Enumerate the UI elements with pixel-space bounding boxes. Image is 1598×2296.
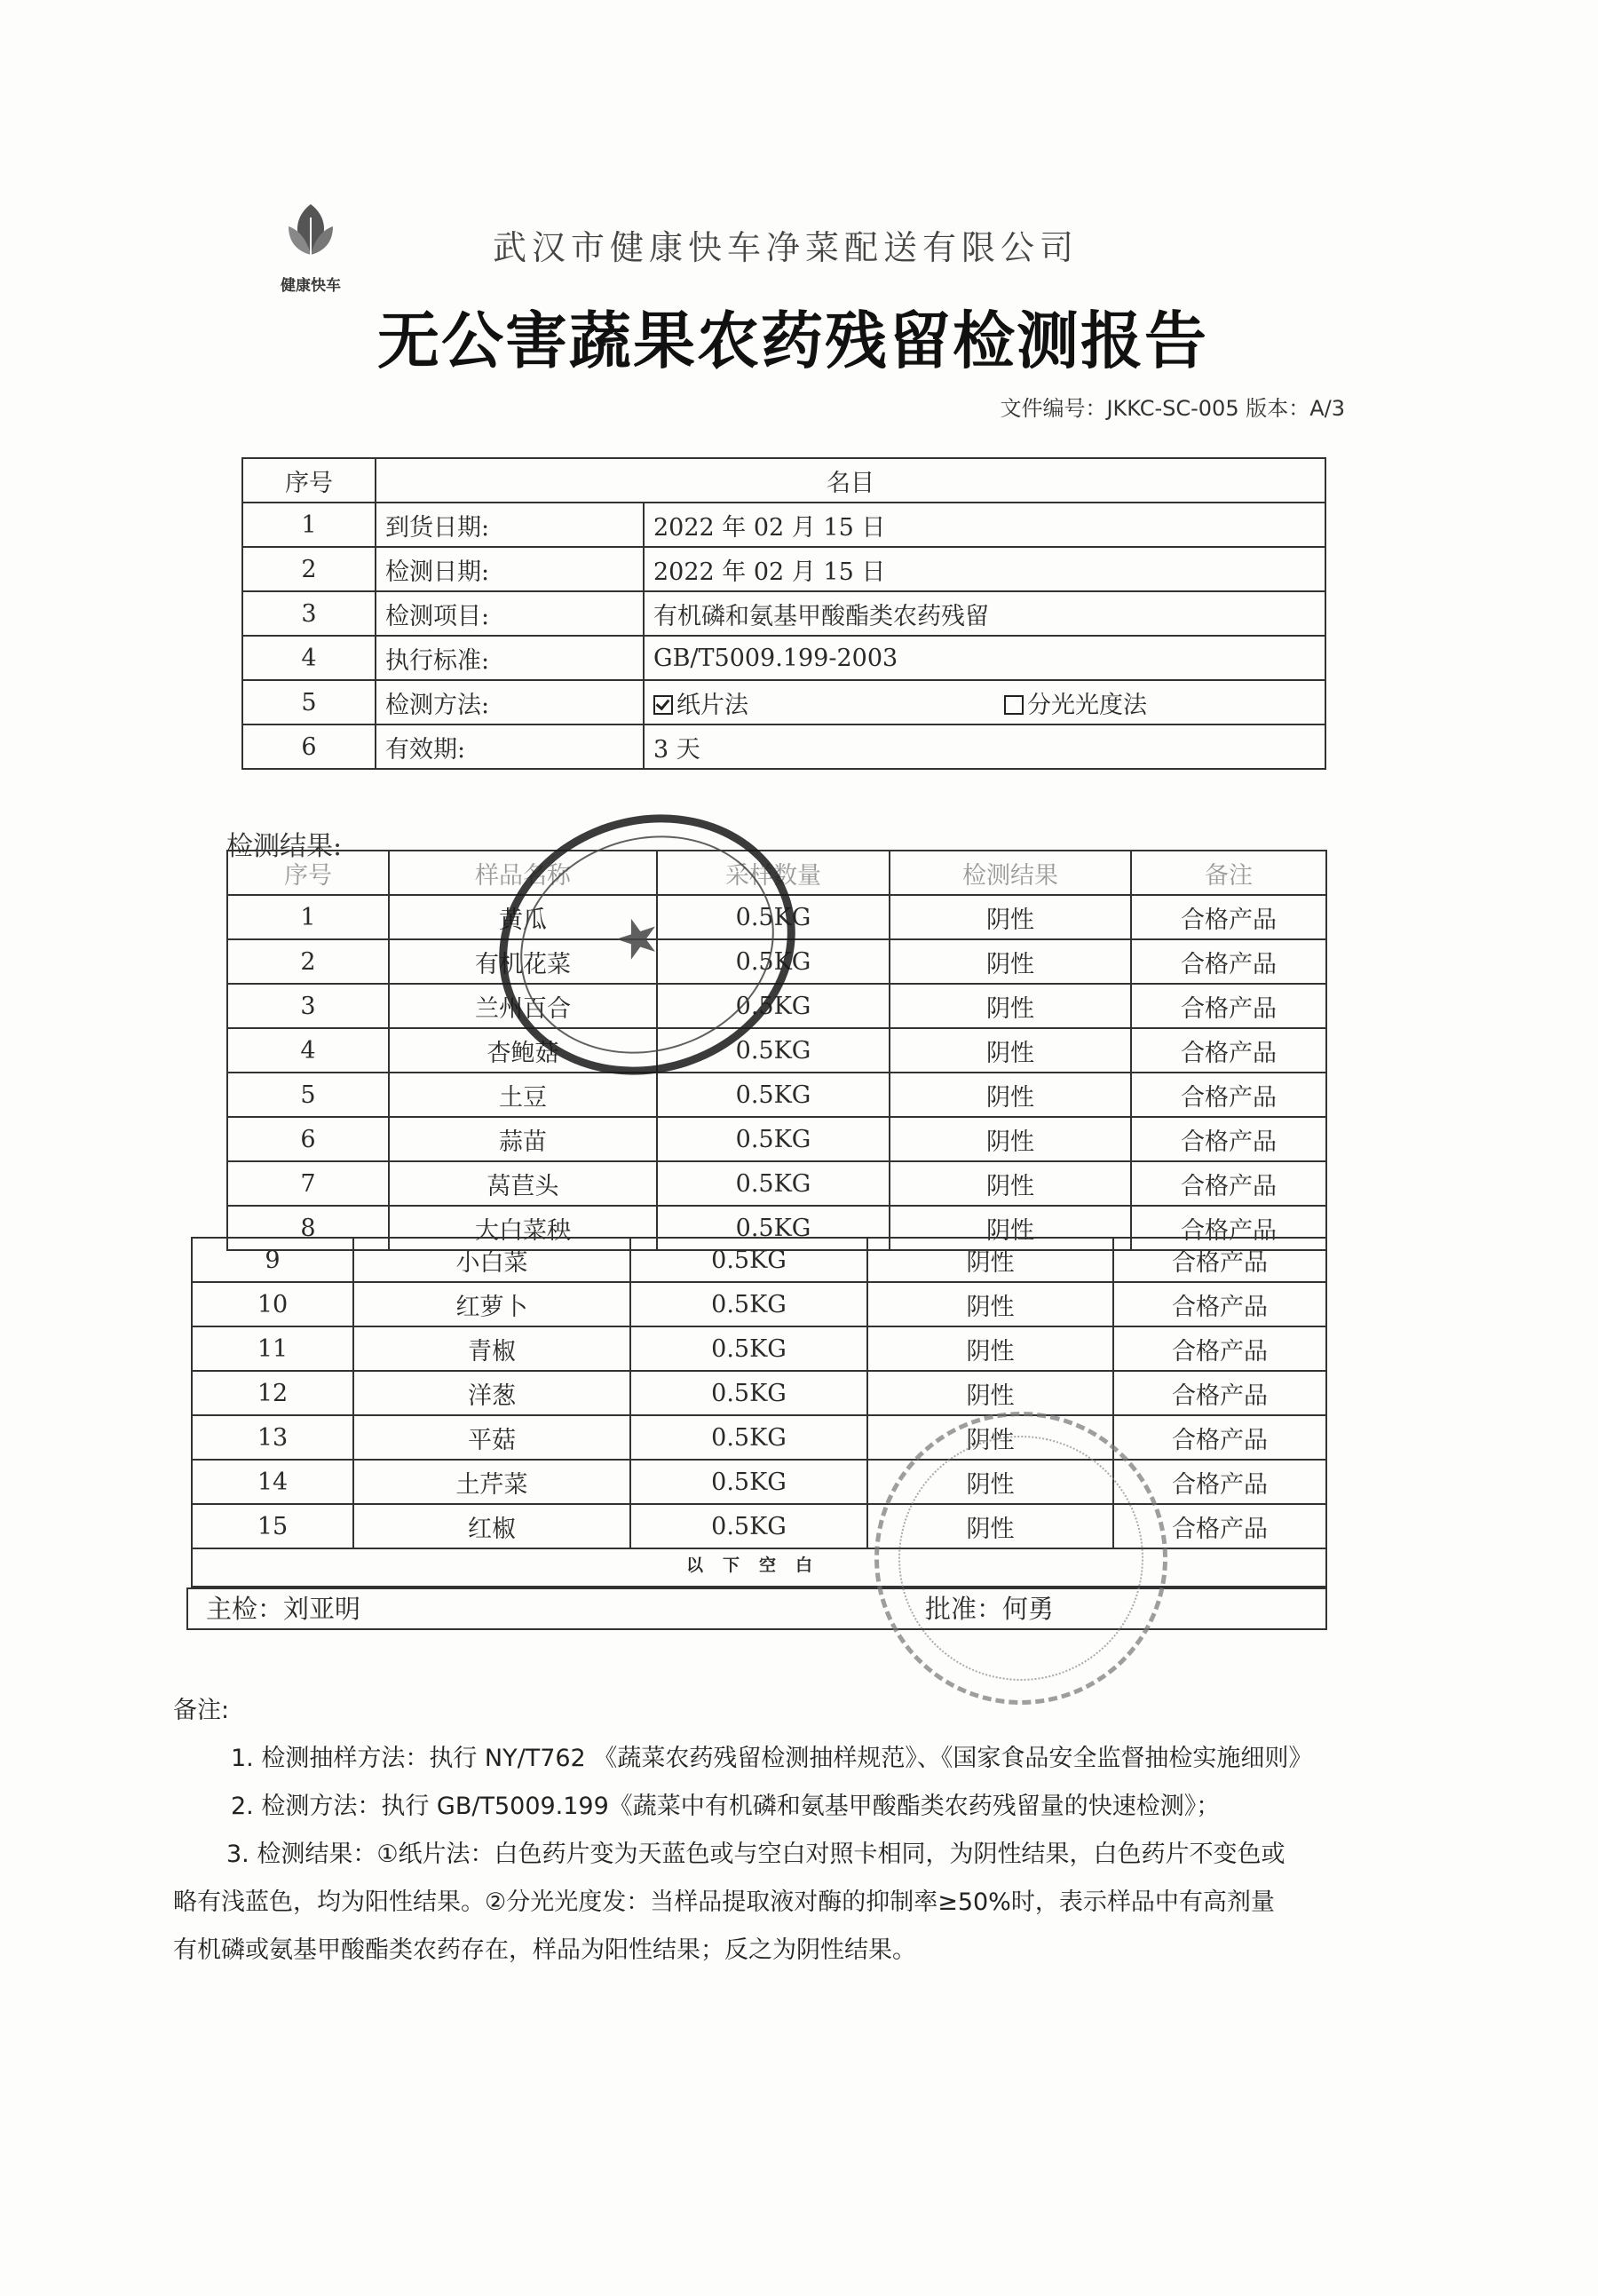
approver-signature: 批准：何勇 [925,1594,1055,1624]
cell-note: 合格产品 [1113,1415,1326,1460]
cell-quantity: 0.5KG [630,1282,867,1326]
results-label: 检测结果: [226,831,343,862]
cell-note: 合格产品 [1131,1028,1326,1073]
info-row-label: 到货日期: [376,503,644,547]
cell-no: 7 [227,1161,389,1206]
cell-no: 12 [192,1371,353,1415]
cell-no: 8 [227,1206,389,1250]
cell-quantity: 0.5KG [657,939,890,984]
notes-section [173,1687,1363,1975]
info-header-row [242,458,1325,503]
cell-result: 阴性 [867,1371,1113,1415]
info-row [242,680,1325,724]
note-item-2: 2. 检测方法：执行 GB/T5009.199《蔬菜中有机磷和氨基甲酸酯类农药残留量的快速检测》； [231,1793,1221,1820]
info-row-no: 3 [242,591,376,636]
cell-note: 合格产品 [1131,1161,1326,1206]
info-row-value: GB/T5009.199-2003 [644,636,1325,680]
header-cell-no: 序号 [227,851,389,895]
method-option-spectro[interactable] [1004,685,1147,720]
info-row-value: 有机磷和氨基甲酸酯类农药残留 [644,591,1325,636]
seal-inner-ring [875,1413,1166,1703]
cell-sample-name: 莴苣头 [389,1161,657,1206]
cell-quantity: 0.5KG [630,1326,867,1371]
cell-quantity: 0.5KG [630,1460,867,1504]
info-row-value: 2022 年 02 月 15 日 [644,547,1325,591]
cell-note: 合格产品 [1113,1326,1326,1371]
header-cell-quantity: 采样数量 [657,851,890,895]
cell-no: 10 [192,1282,353,1326]
cell-sample-name: 红萝卜 [353,1282,630,1326]
cell-note: 合格产品 [1113,1371,1326,1415]
cell-note: 合格产品 [1131,939,1326,984]
info-row-label: 检测方法: [376,680,644,724]
logo-text: 健康快车 [281,277,341,295]
info-row-label: 有效期: [376,724,644,769]
cell-sample-name: 青椒 [353,1326,630,1371]
info-row-label: 检测项目: [376,591,644,636]
document-number: 文件编号：JKKC-SC-005 版本：A/3 [1000,396,1345,421]
cell-quantity: 0.5KG [657,1028,890,1073]
cell-result: 阴性 [890,895,1131,939]
cell-no: 4 [227,1028,389,1073]
cell-result: 阴性 [890,939,1131,984]
info-row-no: 6 [242,724,376,769]
cell-sample-name: 有机花菜 [389,939,657,984]
note-item-3-cont: 有机磷或氨基甲酸酯类农药存在，样品为阳性结果；反之为阴性结果。 [173,1936,916,1964]
results-row [192,1326,1326,1371]
company-logo [266,200,355,297]
blank-remainder-row: 以下空白 [191,1543,1327,1587]
results-row [227,1073,1326,1117]
results-row [192,1371,1326,1415]
info-row-no: 5 [242,680,376,724]
method-option-label: 纸片法 [676,691,748,719]
info-row [242,724,1325,769]
cell-quantity: 0.5KG [657,1117,890,1161]
info-row [242,547,1325,591]
cell-note: 合格产品 [1113,1504,1326,1548]
note-item-3-cont: 略有浅蓝色，均为阳性结果。②分光光度发：当样品提取液对酶的抑制率≥50%时，表示样品中有高剂量 [173,1888,1275,1916]
checked-box-icon [653,695,673,715]
cell-no: 13 [192,1415,353,1460]
cell-quantity: 0.5KG [657,1206,890,1250]
cell-result: 阴性 [867,1504,1113,1548]
info-header-name: 名目 [376,458,1325,503]
method-option-label: 分光光度法 [1027,691,1147,719]
notes-title: 备注: [173,1697,230,1724]
header-cell-note: 备注 [1131,851,1326,895]
cell-quantity: 0.5KG [630,1371,867,1415]
cell-note: 合格产品 [1113,1460,1326,1504]
cell-no: 1 [227,895,389,939]
info-row-label: 检测日期: [376,547,644,591]
info-row [242,591,1325,636]
results-row [192,1282,1326,1326]
info-row [242,636,1325,680]
results-row [227,1161,1326,1206]
cell-sample-name: 土豆 [389,1073,657,1117]
cell-sample-name: 兰州百合 [389,984,657,1028]
cell-result: 阴性 [890,1028,1131,1073]
cell-quantity: 0.5KG [657,895,890,939]
cell-result: 阴性 [867,1460,1113,1504]
info-row-value: 2022 年 02 月 15 日 [644,503,1325,547]
cell-sample-name: 小白菜 [353,1238,630,1282]
info-row-no: 4 [242,636,376,680]
cell-result: 阴性 [867,1415,1113,1460]
cell-no: 14 [192,1460,353,1504]
info-header-no: 序号 [242,458,376,503]
cell-note: 合格产品 [1131,984,1326,1028]
cell-note: 合格产品 [1113,1282,1326,1326]
cell-quantity: 0.5KG [630,1238,867,1282]
info-row-label: 执行标准: [376,636,644,680]
cell-result: 阴性 [890,1206,1131,1250]
cell-sample-name: 红椒 [353,1504,630,1548]
note-item-1: 1. 检测抽样方法：执行 NY/T762 《蔬菜农药残留检测抽样规范》、《国家食品安全监督抽检实施细则》 [231,1745,1313,1772]
leaf-logo-icon [280,200,342,271]
info-row-no: 2 [242,547,376,591]
info-row-no: 1 [242,503,376,547]
results-row [227,1117,1326,1161]
cell-no: 6 [227,1117,389,1161]
cell-sample-name: 黄瓜 [389,895,657,939]
unchecked-box-icon [1004,695,1024,715]
cell-no: 2 [227,939,389,984]
cell-result: 阴性 [890,1073,1131,1117]
cell-no: 5 [227,1073,389,1117]
cell-sample-name: 蒜苗 [389,1117,657,1161]
results-row [192,1460,1326,1504]
cell-result: 阴性 [867,1238,1113,1282]
cell-sample-name: 杏鲍菇 [389,1028,657,1073]
cell-no: 3 [227,984,389,1028]
cell-note: 合格产品 [1131,1073,1326,1117]
star-icon: ★ [605,901,670,976]
cell-no: 11 [192,1326,353,1371]
inspector-signature: 主检：刘亚明 [206,1594,361,1624]
cell-quantity: 0.5KG [657,1073,890,1117]
cell-note: 合格产品 [1113,1238,1326,1282]
cell-result: 阴性 [890,984,1131,1028]
cell-sample-name: 土芹菜 [353,1460,630,1504]
report-title: 无公害蔬果农药残留检测报告 [377,305,1208,377]
cell-sample-name: 大白菜秧 [389,1206,657,1250]
cell-result: 阴性 [890,1161,1131,1206]
method-option-paper[interactable] [653,685,748,720]
note-item-3: 3. 检测结果：①纸片法：白色药片变为天蓝色或与空白对照卡相同，为阴性结果，白色药片不变色或 [226,1841,1286,1868]
cell-no: 9 [192,1238,353,1282]
cell-result: 阴性 [890,1117,1131,1161]
header-cell-result: 检测结果 [890,851,1131,895]
cell-result: 阴性 [867,1326,1113,1371]
cell-note: 合格产品 [1131,895,1326,939]
cell-quantity: 0.5KG [657,1161,890,1206]
results-row [192,1238,1326,1282]
cell-quantity: 0.5KG [630,1504,867,1548]
cell-note: 合格产品 [1131,1206,1326,1250]
cell-quantity: 0.5KG [630,1415,867,1460]
method-options [644,680,1325,724]
info-table [241,457,1326,770]
cell-quantity: 0.5KG [657,984,890,1028]
cell-sample-name: 洋葱 [353,1371,630,1415]
header-cell-sample-name: 样品名称 [389,851,657,895]
cell-sample-name: 平菇 [353,1415,630,1460]
cell-note: 合格产品 [1131,1117,1326,1161]
results-row [192,1415,1326,1460]
results-row [227,1028,1326,1073]
info-row-value: 3 天 [644,724,1325,769]
info-row [242,503,1325,547]
cell-result: 阴性 [867,1282,1113,1326]
company-name: 武汉市健康快车净菜配送有限公司 [493,228,1080,267]
cell-no: 15 [192,1504,353,1548]
